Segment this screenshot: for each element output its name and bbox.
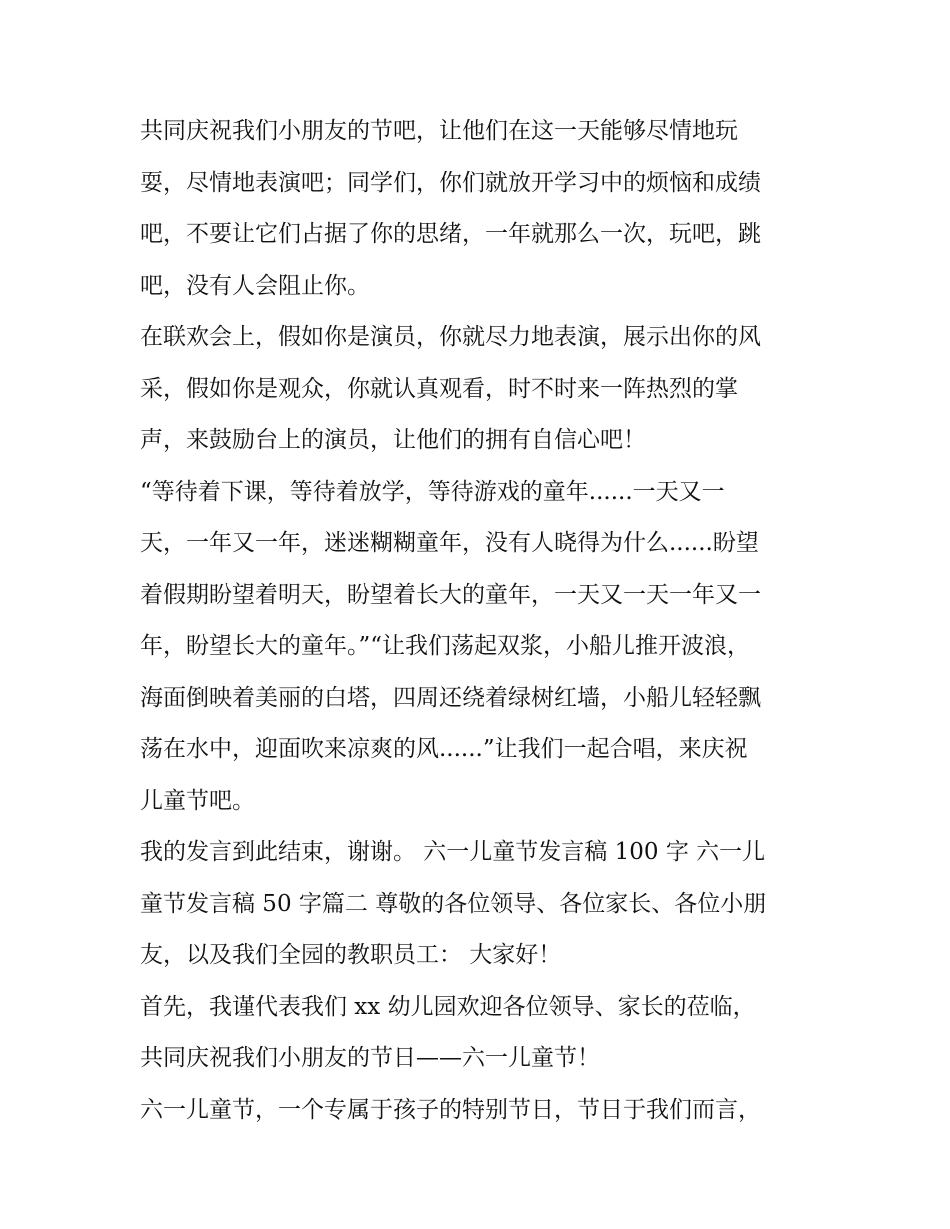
text-line: 儿童节吧。 [140, 787, 255, 814]
text-line: 首先，我谨代表我们 xx 幼儿园欢迎各位领导、家长的莅临， [140, 993, 756, 1020]
text-line: 在联欢会上，假如你是演员，你就尽力地表演，展示出你的风 [140, 324, 761, 350]
text-line: 年，盼望长大的童年。”“让我们荡起双浆，小船儿推开波浪， [140, 633, 751, 659]
text-line: 着假期盼望着明天，盼望着长大的童年，一天又一天一年又一 [140, 581, 761, 608]
text-line: 友，以及我们全园的教职员工： 大家好！ [140, 942, 562, 968]
text-line: “等待着下课，等待着放学，等待游戏的童年......一天又一 [140, 478, 725, 505]
text-line: 吧，不要让它们占据了你的思绪，一年就那么一次，玩吧，跳 [140, 221, 761, 247]
text-line: 六一儿童节，一个专属于孩子的特别节日，节日于我们而言， [140, 1096, 761, 1123]
text-line: 声，来鼓励台上的演员，让他们的拥有自信心吧！ [140, 427, 646, 453]
text-line: 耍，尽情地表演吧；同学们，你们就放开学习中的烦恼和成绩 [140, 169, 761, 196]
text-line: 采，假如你是观众，你就认真观看，时不时来一阵热烈的掌 [140, 375, 738, 402]
text-line: 共同庆祝我们小朋友的节吧，让他们在这一天能够尽情地玩 [140, 118, 738, 144]
document-body [140, 108, 820, 1138]
text-line: 荡在水中，迎面吹来凉爽的风......”让我们一起合唱，来庆祝 [140, 736, 748, 762]
text-line: 海面倒映着美丽的白塔，四周还绕着绿树红墙，小船儿轻轻飘 [140, 684, 761, 711]
text-line: 天，一年又一年，迷迷糊糊童年，没有人晓得为什么......盼望 [140, 530, 759, 556]
text-line: 我的发言到此结束，谢谢。 六一儿童节发言稿 100 字 六一儿 [140, 839, 766, 865]
text-line: 共同庆祝我们小朋友的节日——六一儿童节！ [140, 1045, 600, 1071]
text-line: 童节发言稿 50 字篇二 尊敬的各位领导、各位家长、各位小朋 [140, 890, 767, 917]
text-line: 吧，没有人会阻止你。 [140, 272, 370, 299]
